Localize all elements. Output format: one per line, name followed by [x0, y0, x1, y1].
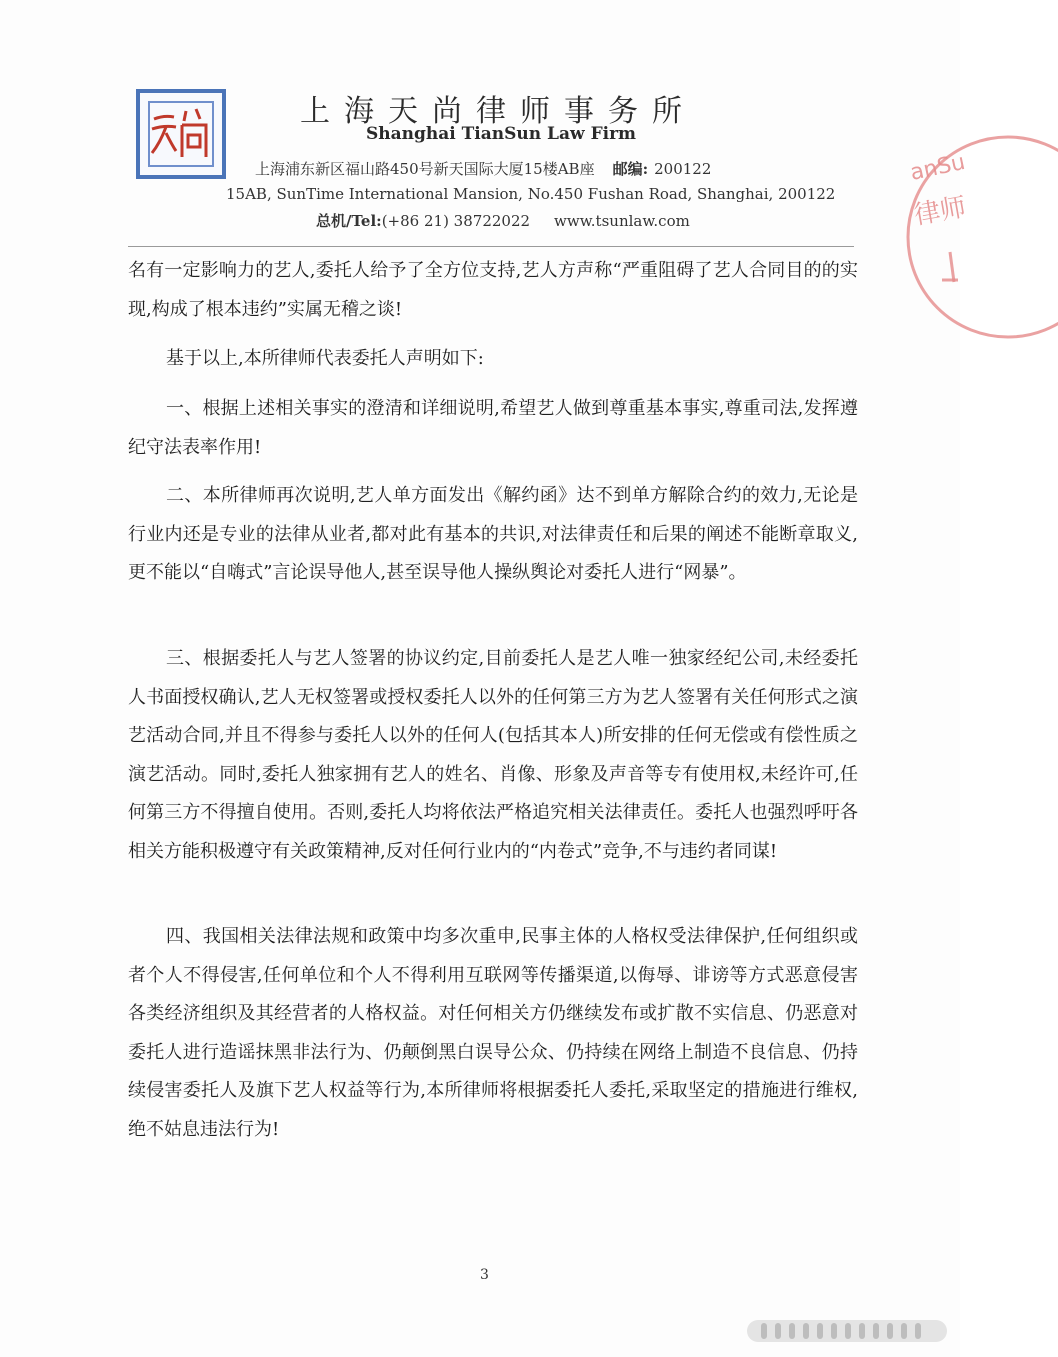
paragraph-intro: 基于以上,本所律师代表委托人声明如下: [166, 348, 484, 369]
paragraph-point-3: 三、根据委托人与艺人签署的协议约定,目前委托人是艺人唯一独家经纪公司,未经委托人书面授权确认,艺人无权签署或授权委托人以外的任何第三方为艺人签署有关任何形式之演艺活动合同,并且不得参与委托人以外的任何人(包括其本人)所安排的任何无偿或有偿性质之演艺活动。同时,委托人独家拥有艺人的姓名、肖像、形象及声音等专有使用权,未经许可,任何第三方不得擅自使用。否则,委托人均将依法严格追究相关法律责任。委托人也强烈呼吁各相关方能积极遵守有关政策精神,反对任何行业内的“内卷式”竞争,不与违约者同谋! [128, 648, 858, 862]
seal-text-en: anSu [908, 149, 968, 186]
paragraph-point-2: 二、本所律师再次说明,艺人单方面发出《解约函》达不到单方解除合约的效力,无论是行业内还是专业的法律从业者,都对此有基本的共识,对法律责任和后果的阐述不能断章取义,更不能以“自嗨式”言论误导他人,甚至误导他人操纵舆论对委托人进行“网暴”。 [128, 485, 858, 583]
paragraph-point-4: 四、我国相关法律法规和政策中均多次重申,民事主体的人格权受法律保护,任何组织或者个人不得侵害,任何单位和个人不得利用互联网等传播渠道,以侮辱、诽谤等方式恶意侵害各类经济组织及其经营者的人格权益。对任何相关方仍继续发布或扩散不实信息、仍恶意对委托人进行造谣抹黑非法行为、仍颠倒黑白误导公众、仍持续在网络上制造不良信息、仍持续侵害委托人及旗下艺人权益等行为,本所律师将根据委托人委托,采取坚定的措施进行维权,绝不姑息违法行为! [128, 926, 858, 1140]
address-en: 15AB, SunTime International Mansion, No.450 Fushan Road, Shanghai, 200122 [226, 185, 836, 203]
scan-barcode-artifact [747, 1318, 947, 1344]
website: www.tsunlaw.com [554, 212, 690, 230]
seal-text-cn: 律师 [912, 192, 969, 231]
paragraph-point-1: 一、根据上述相关事实的澄清和详细说明,希望艺人做到尊重基本事实,尊重司法,发挥遵纪守法表率作用! [128, 398, 858, 458]
firm-name-en: Shanghai TianSun Law Firm [366, 124, 637, 144]
official-seal-stamp [898, 132, 1058, 352]
tel-number: (+86 21) 38722022 [381, 212, 531, 230]
postcode: 200122 [654, 160, 712, 178]
paragraph-continuation: 名有一定影响力的艺人,委托人给予了全方位支持,艺人方声称“严重阻碍了艺人合同目的的实现,构成了根本违约”实属无稽之谈! [128, 260, 858, 320]
address-cn: 上海浦东新区福山路450号新天国际大厦15楼AB座 [255, 160, 595, 178]
header-divider [128, 246, 854, 247]
firm-name-cn: 上海天尚律师事务所 [300, 94, 696, 129]
address-cn-line [255, 158, 711, 179]
page-number: 3 [480, 1267, 489, 1283]
postcode-label: 邮编: [612, 160, 649, 178]
firm-logo [136, 89, 226, 179]
contact-line [316, 210, 690, 231]
tel-label: 总机/Tel: [316, 212, 382, 230]
logo-calligraphy-icon [140, 93, 222, 175]
